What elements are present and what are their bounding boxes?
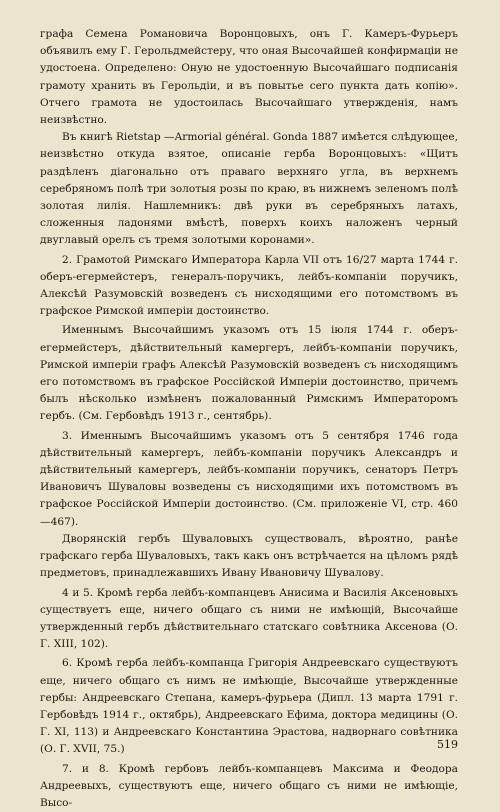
- paragraph: Въ книгѣ Rietstap —Armorial général. Gonda 1887 имѣется слѣдующее, неизвѣстно откуда взятое, описаніе герба Воронцовыхъ: «Щитъ раздѣленъ діагонально отъ праваго верхняго угла, въ верхнемъ серебряномъ полѣ три золотыя розы по краю, въ нижнемъ зеленомъ полѣ золотая лилія. Нашлемникъ: двѣ руки въ серебряныхъ латахъ, сложенныя ладонями вмѣстѣ, поверхъ коихъ наложенъ черный двуглавый орелъ съ тремя золотыми коронами».: [40, 131, 458, 247]
- page-number: 519: [437, 738, 458, 751]
- paragraph: 6. Кромѣ герба лейбъ-компанца Григорія Андреевскаго существуютъ еще, ничего общаго съ нимъ не имѣющіе, Высочайше утвержденные гербы: Андреевскаго Степана, камеръ-фурьера (Дипл. 13 марта 1791 г. Гербовѣдъ 1914 г., октябрь), Андреевскаго Ефима, доктора медицины (О. Г. XI, 113) и Андреевскаго Константина Эрастова, надворнаго совѣтника (О. Г. XVII, 75.): [40, 657, 458, 756]
- paragraph: 2. Грамотой Римскаго Императора Карла VII отъ 16/27 марта 1744 г. оберъ-егермейстеръ, генералъ-поручикъ, лейбъ-компаніи поручикъ, Алексѣй Разумовскій возведенъ съ нисходящими его потомствомъ въ графское Римской имперіи достоинство.: [40, 253, 458, 318]
- paragraph: графа Семена Романовича Воронцовыхъ, онъ Г. Камеръ-Фурьеръ объявилъ ему Г. Герольдмейстеру, что оная Высочайшей конфирмаціи не удостоена. Определено: Оную не удостоенную Высочайшаго подписанія грамоту хранить въ Герольдіи, и въ повытье сего пункта дать копію». Отчего грамота не удостоилась Высочайшаго утвержденія, намъ неизвѣстно.: [40, 28, 458, 127]
- page-body-text: [40, 26, 458, 812]
- paragraph: 3. Именнымъ Высочайшимъ указомъ отъ 5 сентября 1746 года дѣйствительный камергеръ, лейбъ-компаніи поручикъ Александръ и дѣйствительный камергеръ, лейбъ-компаніи поручикъ, сенаторъ Петръ Ивановичъ Шуваловы возведены съ нисходящими ихъ потомствомъ въ графское Россійской Имперіи достоинство. (См. приложеніе VI, стр. 460—467).: [40, 429, 458, 528]
- paragraph: Именнымъ Высочайшимъ указомъ отъ 15 іюля 1744 г. оберъ-егермейстеръ, дѣйствительный камергеръ, лейбъ-компаніи поручикъ, Римской имперіи графъ Алексѣй Разумовскій возведенъ съ нисходящимъ его потомствомъ въ графское Россійской Имперіи достоинство, причемъ былъ нѣсколько измѣненъ пожалованный Римскимъ Императоромъ гербъ. (См. Гербовѣдъ 1913 г., сентябрь).: [40, 324, 458, 423]
- paragraph: 4 и 5. Кромѣ герба лейбъ-компанцевъ Анисима и Василія Аксеновыхъ существуетъ еще, ничего общаго съ ними не имѣющій, Высочайше утвержденный гербъ дѣйствительнаго статскаго совѣтника Аксенова (О. Г. XIII, 102).: [40, 586, 458, 651]
- paragraph: 7. и 8. Кромѣ гербовъ лейбъ-компанцевъ Максима и Феодора Андреевыхъ, существуютъ еще, ничего общаго съ ними не имѣющіе, Высо-: [40, 762, 458, 809]
- paragraph: Дворянскій гербъ Шуваловыхъ существовалъ, вѣроятно, ранѣе графскаго герба Шуваловыхъ, такъ какъ онъ встрѣчается на цѣломъ рядѣ предметовъ, принадлежавшихъ Ивану Ивановичу Шувалову.: [40, 532, 458, 580]
